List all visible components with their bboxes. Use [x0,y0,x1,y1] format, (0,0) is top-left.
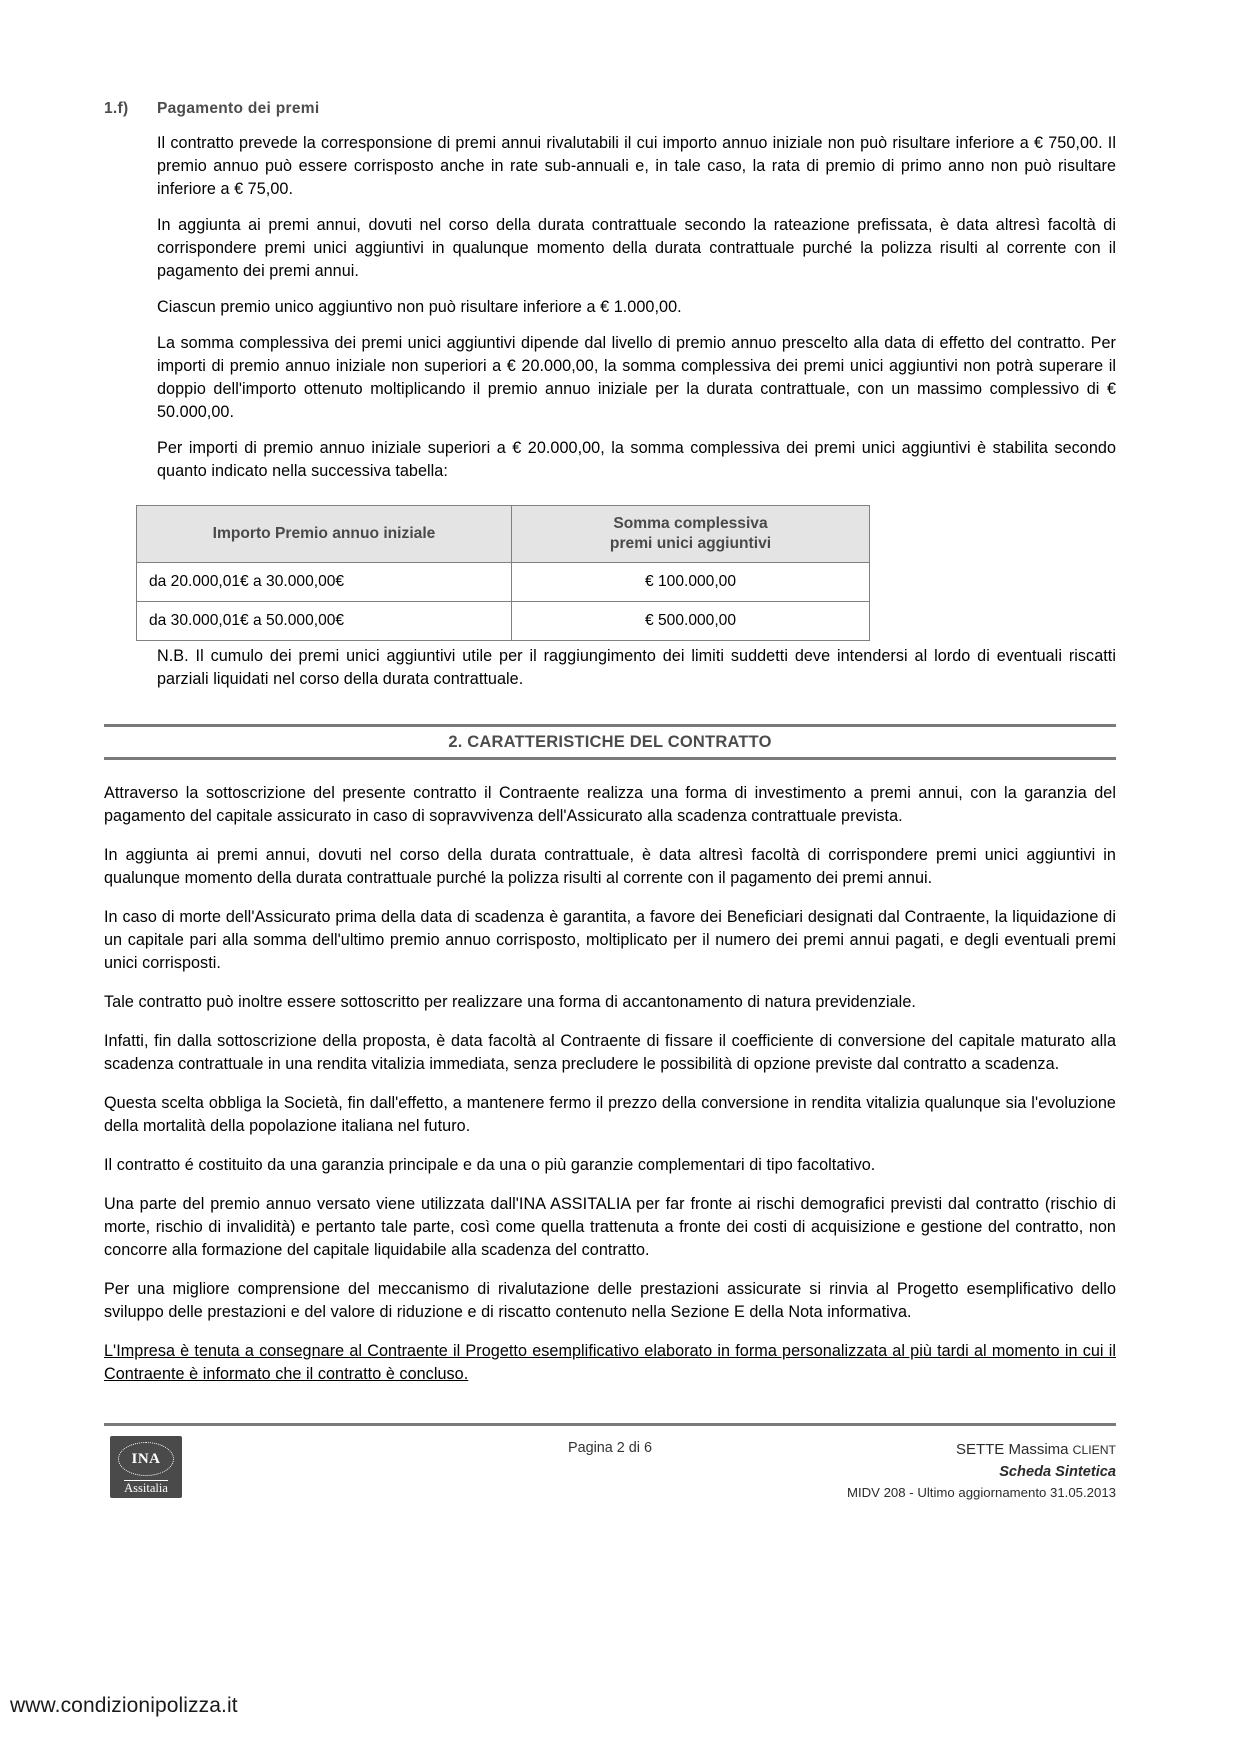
page-footer [104,1423,1116,1512]
section-2 [104,690,1116,1402]
section2-underlined-paragraph: L'Impresa è tenuta a consegnare al Contraente il Progetto esemplificativo elaborato in forma personalizzata al più tardi al momento in cui il Contraente è informato che il contratto è concluso. [104,1342,1116,1383]
clause-title: Pagamento dei premi [157,100,320,117]
table-cell-amount: € 100.000,00 [512,563,870,602]
nb-note: N.B. Il cumulo dei premi unici aggiuntivi utile per il raggiungimento dei limiti suddetti deve intendersi al lordo di eventuali riscatti parziali liquidati nel corso della durata contrattuale. [157,647,1116,688]
table-row [137,602,870,641]
clause-body [157,132,1116,483]
clause-heading [104,100,1116,118]
table-cell-amount: € 500.000,00 [512,602,870,641]
premi-table-wrapper [136,505,1116,641]
section-2-header-bar [104,724,1116,760]
section2-paragraph-2: In aggiunta ai premi annui, dovuti nel corso della durata contrattuale, è data altresì facoltà di corrispondere premi unici aggiuntivi in qualunque momento della durata contrattuale purché la polizza risulti al corrente con il pagamento dei premi annui. [104,846,1116,887]
table-cell-range: da 20.000,01€ a 30.000,00€ [137,563,512,602]
premi-table [136,505,870,641]
table-header-somma [512,506,870,563]
footer-doc-ref: MIDV 208 - Ultimo aggiornamento 31.05.2013 [846,1485,1116,1501]
logo-assitalia-text: Assitalia [124,1481,168,1495]
watermark-url: www.condizionipolizza.it [10,1694,238,1717]
section-2-content [104,782,1116,1386]
section2-paragraph-7: Il contratto é costituito da una garanzia principale e da una o più garanzie complementari di tipo facoltativo. [104,1156,876,1174]
section2-paragraph-6: Questa scelta obbliga la Società, fin dall'effetto, a mantenere fermo il prezzo della conversione in rendita vitalizia qualunque sia l'evoluzione della mortalità della popolazione italiana nel futuro. [104,1094,1116,1135]
clause-paragraph-2: In aggiunta ai premi annui, dovuti nel corso della durata contrattuale secondo la rateazione prefissata, è data altresì facoltà di corrispondere premi unici aggiuntivi in qualunque momento della durata contrattuale purché la polizza risulti al corrente con il pagamento dei premi annui. [157,216,1116,280]
footer-doc-type: Scheda Sintetica [999,1463,1116,1480]
footer-meta [847,1439,1116,1503]
section2-paragraph-3: In caso di morte dell'Assicurato prima della data di scadenza è garantita, a favore dei Beneficiari designati dal Contraente, la liquidazione di un capitale pari alla somma dell'ultimo premio annuo corrisposto, moltiplicato per il numero dei premi annui pagati, e degli eventuali premi unici corrisposti. [104,908,1116,972]
clause-paragraph-3: Ciascun premio unico aggiuntivo non può risultare inferiore a € 1.000,00. [157,298,682,316]
table-header-somma-line2: premi unici aggiuntivi [609,535,772,552]
table-header-row [137,506,870,563]
section2-paragraph-5: Infatti, fin dalla sottoscrizione della proposta, è data facoltà al Contraente di fissare il coefficiente di conversione del capitale maturato alla scadenza contrattuale in una rendita vitalizia immediata, senza precludere le possibilità di opzione previste dal contratto a scadenza. [104,1032,1116,1073]
footer-product-line [847,1439,1116,1462]
section2-paragraph-1: Attraverso la sottoscrizione del presente contratto il Contraente realizza una forma di investimento a premi annui, con la garanzia del pagamento del capitale assicurato in caso di sopravvivenza dell'Assicurato alla scadenza contrattuale prevista. [104,784,1116,825]
footer-page-number: Pagina 2 di 6 [567,1440,652,1456]
logo-ina-text: INA [131,1450,161,1467]
clause-1f-section [104,100,1116,691]
table-row [137,563,870,602]
clause-paragraph-4: La somma complessiva dei premi unici aggiuntivi dipende dal livello di premio annuo prescelto alla data di effetto del contratto. Per importi di premio annuo iniziale non superiori a € 20.000,00, la somma complessiva dei premi unici aggiuntivi non potrà superare il doppio dell'importo ottenuto moltiplicando il premio annuo iniziale per la durata contrattuale, con un massimo complessivo di € 50.000,00. [157,334,1116,421]
section2-paragraph-4: Tale contratto può inoltre essere sottoscritto per realizzare una forma di accantonamento di natura previdenziale. [104,993,916,1011]
table-header-somma-line1: Somma complessiva [613,515,768,533]
section-2-title: 2. CARATTERISTICHE DEL CONTRATTO [448,733,772,751]
clause-paragraph-5: Per importi di premio annuo iniziale superiori a € 20.000,00, la somma complessiva dei premi unici aggiuntivi è stabilita secondo quanto indicato nella successiva tabella: [157,439,1116,480]
section2-paragraph-9: Per una migliore comprensione del meccanismo di rivalutazione delle prestazioni assicurate si rinvia al Progetto esemplificativo dello sviluppo delle prestazioni e del valore di riduzione e di riscatto contenuto nella Sezione E della Nota informativa. [104,1280,1116,1321]
table-cell-range: da 30.000,01€ a 50.000,00€ [137,602,512,641]
note-block [157,645,1116,691]
clause-number: 1.f) [104,100,129,117]
footer-product-name: SETTE Massima [955,1441,1069,1458]
footer-product-suffix: CLIENT [1072,1443,1116,1457]
clause-paragraph-1: Il contratto prevede la corresponsione di premi annui rivalutabili il cui importo annuo iniziale non può risultare inferiore a € 750,00. Il premio annuo può essere corrisposto anche in rate sub-annuali e, in tale caso, la rata di premio di primo anno non può risultare inferiore a € 75,00. [157,134,1116,198]
section2-paragraph-8: Una parte del premio annuo versato viene utilizzata dall'INA ASSITALIA per far fronte ai rischi demografici previsti dal contratto (rischio di morte, rischio di invalidità) e pertanto tale parte, così come quella trattenuta a fronte dei costi di acquisizione e gestione del contratto, non concorre alla formazione del capitale liquidabile alla scadenza del contratto. [104,1195,1116,1259]
table-header-importo: Importo Premio annuo iniziale [137,506,512,563]
